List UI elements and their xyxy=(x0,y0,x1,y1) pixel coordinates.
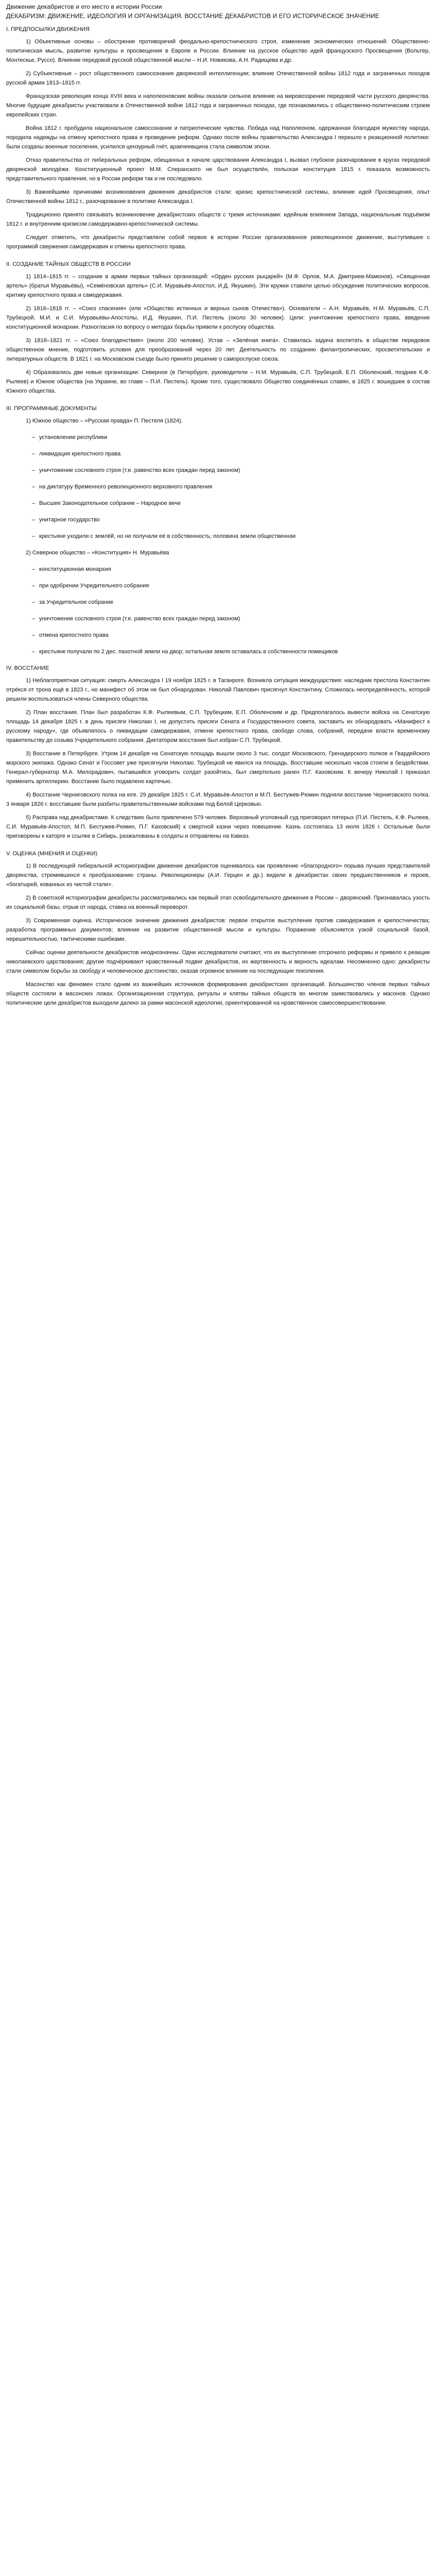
paragraph: Отказ правительства от либеральных реформ, обещанных в начале царствования Александра I, вызвал глубокое разочарование в кругах передовой дворянской молодёжи. Конституционный проект М.М. Сперанского не был осуществлён, польская конституция 1815 г. показала возможность представительного правления, но в России реформ так и не последовало. xyxy=(6,157,430,182)
list-item: – уничтожение сословного строя (т.е. равенство всех граждан перед законом) xyxy=(39,466,430,475)
paragraph: 2) В советской историографии декабристы рассматривались как первый этап освободительного движения в России – дворянский. Признавалась узость их социальной базы, отрыв от народа, ставка на военный переворот. xyxy=(6,895,430,910)
list-item: – уничтожение сословного строя (т.е. равенство всех граждан перед законом) xyxy=(39,614,430,623)
paragraph: 4) Образовались две новые организации: Северное (в Петербурге, руководители – Н.М. Муравьёв, С.П. Трубецкой, Е.П. Оболенский, позднее К.Ф. Рылеев) и Южное общества (на Украине, во главе – П.И. Пестель). Кроме того, существовало Общество соединённых славян, в 1825 г. вошедшее в состав Южного общества. xyxy=(6,369,430,394)
paragraph: 5) Расправа над декабристами. К следствию было привлечено 579 человек. Верховный уголовный суд приговорил пятерых (П.И. Пестель, К.Ф. Рылеев, С.И. Муравьёв-Апостол, М.П. Бестужев-Рюмин, П.Г. Каховский) к смертной казни через повешение. Казнь состоялась 13 июля 1826 г. Остальные были приговорены к каторге и ссылке в Сибирь, разжалованы в солдаты и отправлены на Кавказ. xyxy=(6,815,430,839)
list-item: – Высшее Законодательное собрание – Народное вече xyxy=(39,499,430,508)
north-program-list xyxy=(6,565,430,656)
paragraph: Сейчас оценки деятельности декабристов неоднозначны. Одни исследователи считают, что их выступление отсрочило реформы и привело к реакции николаевского царствования; другие подчёркивают нравственный подвиг декабристов, их жертвенность и верность идеалам. Несомненно одно: декабристы стали символом борьбы за свободу и человеческое достоинство, оказав огромное влияние на последующие поколения. xyxy=(6,950,430,974)
paragraph: 2) 1816–1818 гг. – «Союз спасения» (или «Общество истинных и верных сынов Отечества»). Основатели – А.Н. Муравьёв, Н.М. Муравьёв, С.П. Трубецкой, М.И. и С.И. Муравьёвы-Апостолы, И.Д. Якушкин, П.И. Пестель (около 30 человек). Цели: уничтожение крепостного права, введение конституционной монархии. Разногласия по вопросу о методах борьбы привели к роспуску общества. xyxy=(6,306,430,330)
list-item: – за Учредительное собрание xyxy=(39,598,430,607)
program-title-north: 2) Северное общество – «Конституция» Н. Муравьёва xyxy=(26,550,169,556)
paragraph: Следует отметить, что декабристы представляли собой первое в истории России организованное революционное движение, выступившее с программой свержения самодержавия и отмены крепостного права. xyxy=(6,234,430,250)
south-program-list xyxy=(6,433,430,541)
program-title-south: 1) Южное общество – «Русская правда» П. Пестеля (1824). xyxy=(26,418,183,424)
paragraph: Традиционно принято связывать возникновение декабристских обществ с тремя источниками: идейным влиянием Запада, национальным подъёмом 1812 г. и внутренним кризисом самодержавно-крепостнической системы. xyxy=(6,212,430,227)
list-item: – крестьяне получали по 2 дес. пахотной земли на двор; остальная земля оставалась в собственности помещиков xyxy=(39,647,430,656)
list-item: – ликвидация крепостного права xyxy=(39,449,430,459)
list-item: – при одобрении Учредительного собрания xyxy=(39,581,430,590)
list-item: – отмена крепостного права xyxy=(39,631,430,640)
section-heading-programs: III. ПРОГРАММНЫЕ ДОКУМЕНТЫ xyxy=(6,405,97,412)
section-heading-uprising: IV. ВОССТАНИЕ xyxy=(6,665,49,671)
paragraph: 4) Восстание Черниговского полка на юге. 29 декабря 1825 г. С.И. Муравьёв-Апостол и М.П. Бестужев-Рюмин подняли восстание Черниговского полка. 3 января 1826 г. восставшие были разбиты правительственными войсками под Белой Церковью. xyxy=(6,792,430,807)
paragraph: 3) Современная оценка. Историческое значение движения декабристов: первое открытое выступление против самодержавия и крепостничества; разработка программных документов; влияние на развитие общественной мысли и культуры. Поражение объясняется узкой социальной базой, нерешительностью, тактическими ошибками. xyxy=(6,918,430,942)
document-subtitle: ДЕКАБРИЗМ: ДВИЖЕНИЕ, ИДЕОЛОГИЯ И ОРГАНИЗАЦИЯ. ВОССТАНИЕ ДЕКАБРИСТОВ И ЕГО ИСТОРИЧЕСКОЕ ЗНАЧЕНИЕ xyxy=(6,12,379,20)
paragraph: Война 1812 г. пробудила национальное самосознание и патриотические чувства. Победа над Наполеоном, одержанная благодаря мужеству народа, породила надежды на отмену крепостного права и проведение реформ. Однако после войны правительство Александра I перешло к реакционной политике: были созданы военные поселения, усилился цензурный гнёт, аракчеевщина стала символом эпохи. xyxy=(6,125,430,150)
list-item: – крестьяне уходили с землёй, но не получали её в собственность; половина земли общественная xyxy=(39,532,430,541)
paragraph: 1) Объективные основы – обострение противоречий феодально-крепостнического строя, изменение экономических отношений. Общественно-политическая мысль, развитие культуры и просвещения в Европе и России. Влияние на русское общество идей французского Просвещения (Вольтер, Монтескье, Руссо). Влияние передовой русской общественной мысли – Н.И. Новикова, А.Н. Радищева и др. xyxy=(6,39,430,63)
section-heading-prerequisites: I. ПРЕДПОСЫЛКИ ДВИЖЕНИЯ xyxy=(6,26,90,32)
list-item: – на диктатуру Временного революционного верховного правления xyxy=(39,482,430,492)
paragraph: 3) 1818–1821 гг. – «Союз благоденствия» (около 200 человек). Устав – «Зелёная книга». Ставилась задача воспитать в обществе передовое общественное мнение, подготовить условия для преобразований через 20 лет. Деятельность по созданию филантропических, просветительских и литературных обществ. В 1821 г. на Московском съезде было принято решение о самороспуске союза. xyxy=(6,337,430,362)
document xyxy=(6,2,430,1008)
paragraph: 3) Восстание в Петербурге. Утром 14 декабря на Сенатскую площадь вышли около 3 тыс. солдат Московского, Гренадерского полков и Гвардейского морского экипажа. Однако Сенат и Госсовет уже присягнули Николаю. Трубецкой не явился на площадь. Восставшие несколько часов стояли в бездействии. Генерал-губернатор М.А. Милорадович, пытавшийся уговорить солдат разойтись, был смертельно ранен П.Г. Каховским. К вечеру Николай I приказал применить артиллерию. Восстание было подавлено картечью. xyxy=(6,751,430,785)
paragraph: 1) 1814–1815 гг. – создание в армии первых тайных организаций: «Орден русских рыцарей» (М.Ф. Орлов, М.А. Дмитриев-Мамонов), «Священная артель» (братья Муравьёвы), «Семёновская артель» (С.И. Муравьёв-Апостол, И.Д. Якушкин). Эти кружки ставили целью обсуждение политических вопросов, критику крепостного права и самодержавия. xyxy=(6,274,430,298)
section-heading-assessment: V. ОЦЕНКА (МНЕНИЯ И ОЦЕНКИ) xyxy=(6,851,98,857)
document-title: Движение декабристов и его место в истории России ДЕКАБРИЗМ: ДВИЖЕНИЕ, ИДЕОЛОГИЯ И ОРГАНИЗАЦИЯ. ВОССТАНИЕ ДЕКАБРИСТОВ И ЕГО ИСТОРИЧЕСКОЕ ЗНАЧЕНИЕ xyxy=(6,3,379,20)
list-item: – конституционная монархия xyxy=(39,565,430,574)
paragraph: 3) Важнейшими причинами возникновения движения декабристов стали: кризис крепостнической системы, влияние идей Просвещения, опыт Отечественной войны 1812 г., разочарование в политике Александра I. xyxy=(6,189,430,205)
section-heading-societies: II. СОЗДАНИЕ ТАЙНЫХ ОБЩЕСТВ В РОССИИ xyxy=(6,261,131,267)
paragraph: 2) Субъективные – рост общественного самосознания дворянской интеллигенции; влияние Отечественной войны 1812 года и заграничных походов русской армии 1813–1815 гг. xyxy=(6,71,430,86)
list-item: – унитарное государство xyxy=(39,515,430,524)
paragraph: 2) План восстания. План был разработан К.Ф. Рылеевым, С.П. Трубецким, Е.П. Оболенским и др. Предполагалось вывести войска на Сенатскую площадь 14 декабря 1825 г. в день присяги Николаю I, не допустить присяги Сената и Государственного совета, заставить их обнародовать «Манифест к русскому народу», где объявлялось о ликвидации самодержавия, отмене крепостного права, свободе слова, собраний, передаче власти временному правительству до созыва Учредительного собрания. Диктатором восстания был избран С.П. Трубецкой. xyxy=(6,709,430,743)
paragraph: Масонство как феномен стало одним из важнейших источников формирования декабристских организаций. Большинство членов первых тайных обществ состояли в масонских ложах. Организационная структура, ритуалы и клятвы тайных обществ во многом заимствовались у масонов. Однако политические цели декабристов выходили далеко за рамки масонской идеологии, ориентированной на нравственное самосовершенствование. xyxy=(6,981,430,1006)
paragraph: 1) Неблагоприятная ситуация: смерть Александра I 19 ноября 1825 г. в Таганроге. Возникла ситуация междуцарствия: наследник престола Константин отрёкся от трона ещё в 1823 г., но манифест об этом не был обнародован. Николай Павлович присягнул Константину. Сложилась неопределённость, которой решили воспользоваться члены Северного общества. xyxy=(6,677,430,702)
paragraph: Французская революция конца XVIII века и наполеоновские войны оказали сильное влияние на мировоззрение передовой части русского дворянства. Многие будущие декабристы участвовали в Отечественной войне 1812 года и заграничных походах, где познакомились с общественно-политическим строем европейских стран. xyxy=(6,93,430,118)
list-item: – установление республики xyxy=(39,433,430,442)
paragraph: 1) В последующей либеральной историографии движение декабристов оценивалось как проявление «благородного» порыва лучших представителей дворянства, стремившихся к преобразованию страны. Революционеры (А.И. Герцен и др.) видели в декабристах своих предшественников и героев, «богатырей, кованных из чистой стали». xyxy=(6,863,430,888)
